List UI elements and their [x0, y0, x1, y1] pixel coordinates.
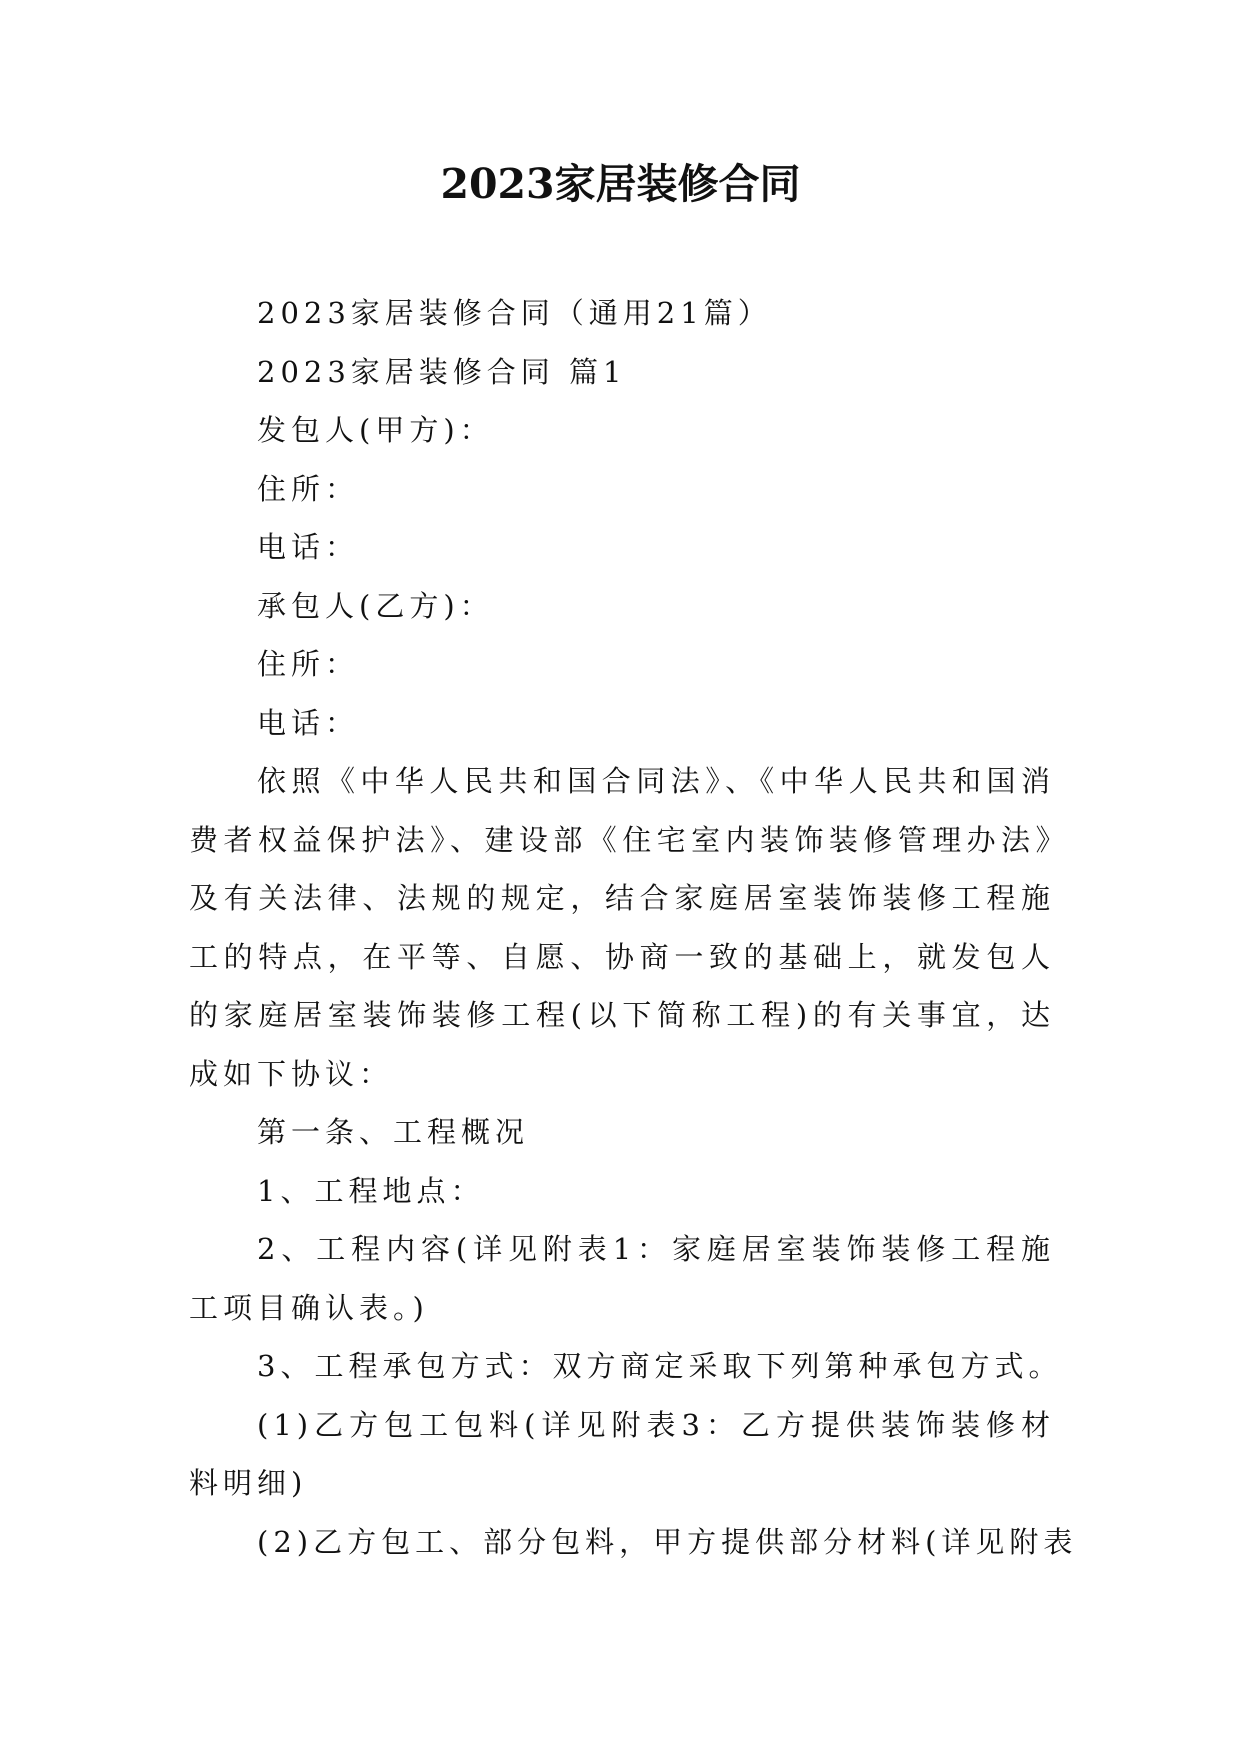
- document-body: [189, 284, 1078, 1571]
- party-a-phone-label: 电话：: [257, 530, 360, 564]
- clause-3-option-1: (1)乙方包工包料(详见附表3：乙方提供装饰装修材料明细): [189, 1407, 1055, 1500]
- party-a-label: 发包人(甲方)：: [257, 413, 494, 447]
- paragraph-legal-basis: 依照《中华人民共和国合同法》、《中华人民共和国消费者权益保护法》、建设部《住宅室内装饰装修管理办法》及有关法律、法规的规定，结合家庭居室装饰装修工程施工的特点，在平等、自愿、协商一致的基础上，就发包人的家庭居室装饰装修工程(以下简称工程)的有关事宜，达成如下协议：: [189, 764, 1055, 1091]
- paragraph-section-heading: 2023家居装修合同 篇1: [257, 354, 627, 389]
- party-b-phone-label: 电话：: [257, 705, 360, 740]
- party-a-address-label: 住所：: [257, 471, 360, 506]
- clause-2-content: 2、工程内容(详见附表1：家庭居室装饰装修工程施工项目确认表。): [189, 1232, 1055, 1325]
- clause-3-contract-mode: 3、工程承包方式：双方商定采取下列第种承包方式。: [257, 1349, 1063, 1383]
- clause-3-option-2: (2)乙方包工、部分包料，甲方提供部分材料(详见附表: [257, 1524, 1078, 1559]
- paragraph-subtitle: 2023家居装修合同（通用21篇）: [257, 296, 772, 330]
- article-1-heading: 第一条、工程概况: [257, 1115, 530, 1149]
- party-b-address-label: 住所：: [257, 647, 360, 681]
- party-b-label: 承包人(乙方)：: [257, 588, 494, 623]
- clause-1-location: 1、工程地点：: [257, 1173, 485, 1208]
- document-title: 2023家居装修合同: [440, 160, 801, 208]
